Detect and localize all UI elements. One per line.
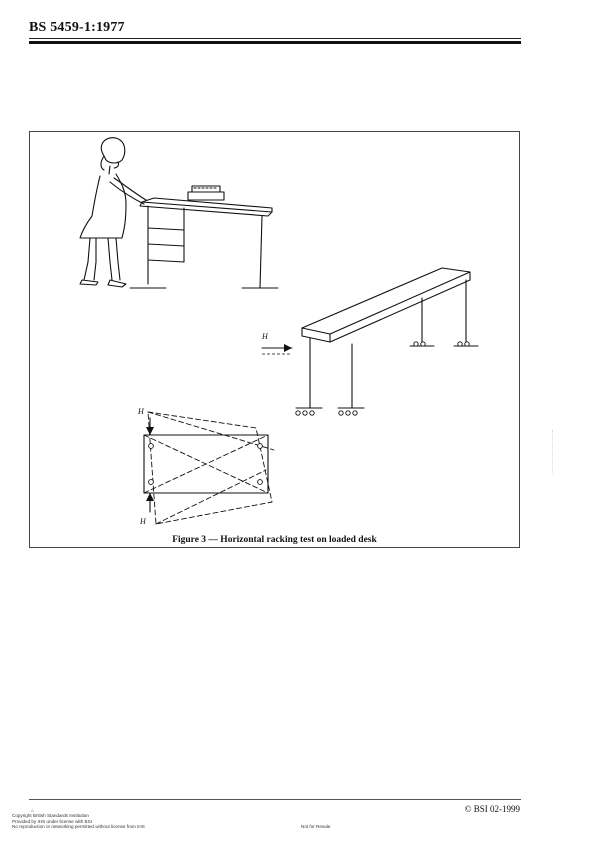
standard-number: BS 5459-1:1977	[29, 20, 125, 35]
restrained-desk-drawing	[296, 268, 478, 408]
license-line: No reproduction or networking permitted without license from IHS	[12, 824, 145, 830]
force-label-top-upper: H	[138, 407, 144, 416]
footer-rule	[29, 799, 521, 800]
arrowhead-right	[284, 344, 292, 352]
license-notice	[12, 813, 145, 830]
figure-3	[29, 131, 520, 548]
side-margin-mark	[552, 430, 559, 474]
force-label-desk-side: H	[262, 332, 268, 341]
racking-plan-view-drawing	[144, 412, 274, 524]
woman-pushing-desk-drawing	[80, 138, 146, 287]
header-rule-thick	[29, 41, 521, 44]
arrowhead-down	[146, 427, 154, 435]
license-line: Provided by IHS under license with BSI	[12, 818, 92, 824]
resale-note: Not for Resale	[301, 824, 331, 829]
figure-illustration	[30, 132, 519, 547]
figure-caption: Figure 3 — Horizontal racking test on loaded desk	[172, 535, 377, 545]
arrowhead-up	[146, 493, 154, 501]
header-rule-thin	[29, 38, 521, 39]
publisher-logo-icon: ⌂	[31, 808, 35, 814]
loaded-desk-drawing	[130, 186, 278, 288]
page-header	[29, 18, 521, 36]
force-label-top-lower: H	[140, 517, 146, 526]
license-line: Copyright British Standards Institution	[12, 813, 89, 818]
copyright-notice: © BSI 02-1999	[464, 804, 520, 814]
